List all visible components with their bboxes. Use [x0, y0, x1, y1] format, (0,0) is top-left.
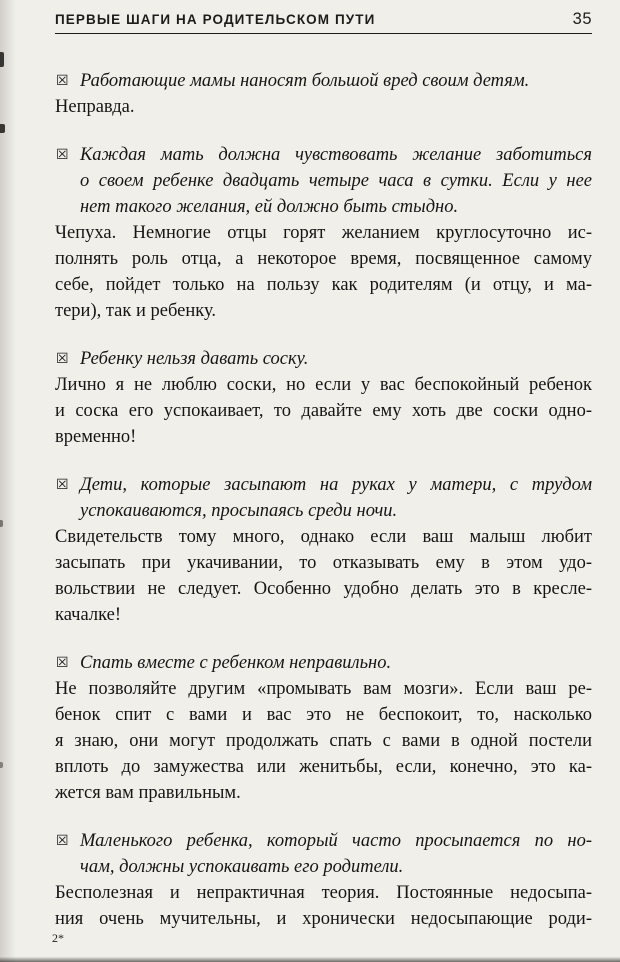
myth-item [55, 142, 592, 324]
myth-statement [55, 472, 592, 524]
statement-line: чам, должны успокаивать его родители. [80, 857, 404, 877]
response-line: я знаю, они могут продолжать спать с вами в одной постели [55, 731, 592, 751]
myth-item [55, 346, 592, 450]
myth-statement [55, 828, 592, 880]
myth-statement [55, 142, 592, 220]
response-line: и соска его успокаивает, то давайте ему хоть две соски одно- [55, 401, 592, 421]
statement-line: Спать вместе с ребенком неправильно. [80, 653, 392, 673]
scan-artifact [0, 124, 5, 133]
author-response [55, 94, 592, 120]
response-line: ния очень мучительны, и хронически недосыпающие роди- [55, 909, 592, 929]
author-response [55, 676, 592, 806]
myth-statement [55, 68, 592, 94]
scan-artifact [0, 52, 4, 67]
text-column [55, 68, 592, 932]
myth-item [55, 68, 592, 120]
response-line: бенок спит с вами и вас это не беспокоит, то, насколько [55, 705, 592, 725]
checkbox-bullet-icon: ☒ [56, 352, 69, 367]
response-line: качалке! [55, 605, 121, 625]
myth-item [55, 828, 592, 932]
response-line: себе, пойдет только на пользу как родителям (и отцу, и ма- [55, 275, 592, 295]
scan-artifact [0, 762, 3, 768]
response-line: Не позволяйте другим «промывать вам мозги». Если ваш ре- [55, 679, 592, 699]
response-line: вольствии не следует. Особенно удобно делать это в кресле- [55, 579, 592, 599]
statement-line: нет такого желания, ей должно быть стыдно. [80, 197, 459, 217]
response-line: вплоть до замужества или женитьбы, если, конечно, это ка- [55, 757, 592, 777]
response-line: полнять роль отца, а некоторое время, посвященное самому [55, 249, 592, 269]
response-line: засыпать при укачивании, то отказывать ему в этом удо- [55, 553, 592, 573]
author-response [55, 372, 592, 450]
response-line: Свидетельств тому много, однако если ваш малыш любит [55, 527, 592, 547]
checkbox-bullet-icon: ☒ [56, 656, 69, 671]
checkbox-bullet-icon: ☒ [56, 478, 69, 493]
myth-item [55, 650, 592, 806]
response-line: Бесполезная и непрактичная теория. Постоянные недосыпа- [55, 883, 592, 903]
running-title: ПЕРВЫЕ ШАГИ НА РОДИТЕЛЬСКОМ ПУТИ [55, 12, 376, 27]
statement-line: о своем ребенке двадцать четыре часа в сутки. Если у нее [80, 171, 592, 191]
response-line: жется вам правильным. [55, 783, 241, 803]
statement-line: Дети, которые засыпают на руках у матери, с трудом [80, 475, 592, 495]
response-line: Неправда. [55, 97, 135, 117]
response-line: временно! [55, 427, 137, 447]
response-line: Чепуха. Немногие отцы горят желанием круглосуточно ис- [55, 223, 592, 243]
statement-line: Каждая мать должна чувствовать желание заботиться [80, 145, 592, 165]
myth-statement [55, 346, 592, 372]
author-response [55, 220, 592, 324]
response-line: тери), так и ребенку. [55, 301, 217, 321]
statement-line: успокаиваются, просыпаясь среди ночи. [80, 501, 398, 521]
myth-statement [55, 650, 592, 676]
checkbox-bullet-icon: ☒ [56, 834, 69, 849]
author-response [55, 524, 592, 628]
author-response [55, 880, 592, 932]
page-number: 35 [572, 10, 592, 28]
myth-item [55, 472, 592, 628]
statement-line: Маленького ребенка, который часто просыпается по но- [80, 831, 592, 851]
page-header [55, 10, 592, 29]
signature-mark: 2* [52, 931, 64, 945]
header-rule [55, 33, 592, 34]
statement-line: Ребенку нельзя давать соску. [80, 349, 309, 369]
response-line: Лично я не люблю соски, но если у вас беспокойный ребенок [55, 375, 592, 395]
scan-artifact [0, 520, 3, 527]
checkbox-bullet-icon: ☒ [56, 148, 69, 163]
statement-line: Работающие мамы наносят большой вред своим детям. [80, 71, 530, 91]
checkbox-bullet-icon: ☒ [56, 74, 69, 89]
